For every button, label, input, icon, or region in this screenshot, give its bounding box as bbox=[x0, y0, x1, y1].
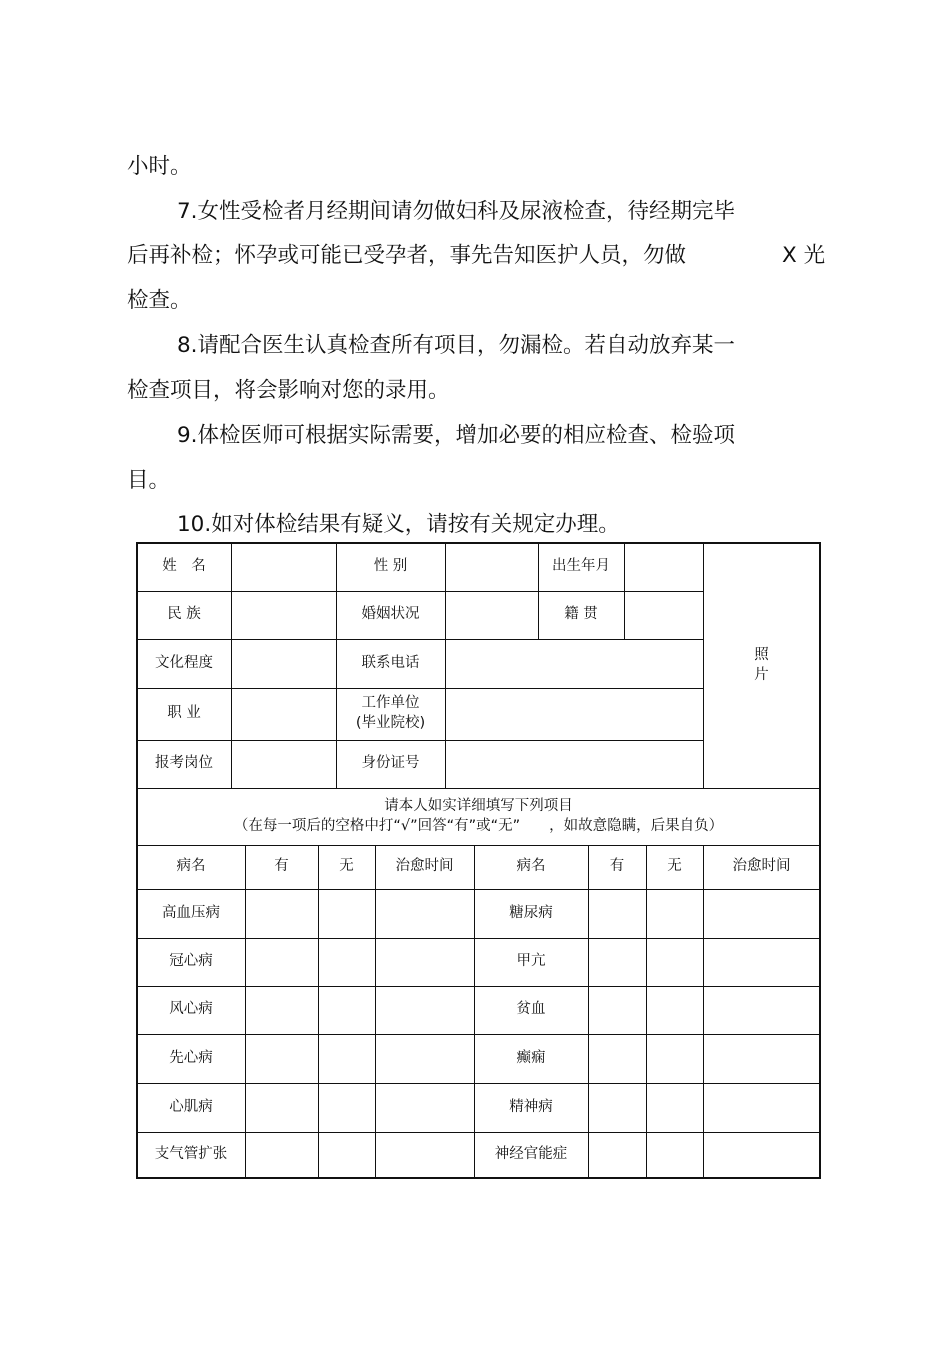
label-workplace-line-2: (毕业院校) bbox=[355, 715, 426, 731]
disease-left-1: 高血压病 bbox=[162, 904, 220, 921]
grid-line bbox=[624, 543, 625, 639]
label-applied-position: 报考岗位 bbox=[155, 755, 213, 772]
label-native-place: 籍 贯 bbox=[564, 606, 598, 623]
disease-right-3: 贫血 bbox=[516, 1001, 546, 1018]
paragraph-line-2: 7.女性受检者月经期间请勿做妇科及尿液检查，待经期完毕 bbox=[177, 199, 736, 224]
grid-line bbox=[231, 543, 232, 788]
label-occupation: 职 业 bbox=[167, 705, 201, 722]
grid-line bbox=[588, 845, 589, 1178]
label-workplace bbox=[336, 688, 445, 740]
paragraph-line-7: 9.体检医师可根据实际需要，增加必要的相应检查、检验项 bbox=[177, 423, 736, 448]
label-ethnicity: 民 族 bbox=[167, 606, 201, 623]
label-id-number: 身份证号 bbox=[361, 755, 420, 772]
disease-left-6: 支气管扩张 bbox=[154, 1146, 228, 1163]
header-disease-name-2: 病名 bbox=[516, 858, 546, 875]
paragraph-line-3-xray: X 光 bbox=[782, 243, 826, 268]
photo-box bbox=[703, 543, 820, 788]
paragraph-line-5: 8.请配合医生认真检查所有项目，勿漏检。若自动放弃某一 bbox=[177, 333, 736, 358]
label-phone: 联系电话 bbox=[361, 654, 420, 671]
paragraph-line-8: 目。 bbox=[127, 468, 171, 493]
header-cure-time-2: 治愈时间 bbox=[732, 858, 791, 875]
label-name: 姓 名 bbox=[162, 558, 206, 575]
photo-label-1: 照 bbox=[754, 646, 769, 663]
photo-label-2: 片 bbox=[754, 666, 769, 683]
disease-left-3: 风心病 bbox=[169, 1001, 213, 1018]
instruction-row bbox=[137, 788, 820, 845]
disease-right-5: 精神病 bbox=[509, 1098, 553, 1115]
paragraph-line-3: 后再补检；怀孕或可能已受孕者，事先告知医护人员，勿做 bbox=[127, 243, 687, 268]
label-gender: 性 别 bbox=[373, 558, 408, 575]
disease-left-4: 先心病 bbox=[169, 1049, 213, 1066]
disease-right-4: 癫痫 bbox=[516, 1049, 546, 1066]
header-cure-time: 治愈时间 bbox=[395, 858, 454, 875]
disease-left-5: 心肌病 bbox=[169, 1098, 213, 1115]
label-birth-date: 出生年月 bbox=[552, 558, 610, 575]
paragraph-line-1: 小时。 bbox=[127, 154, 192, 179]
grid-line bbox=[245, 845, 246, 1178]
header-disease-name: 病名 bbox=[176, 858, 206, 875]
disease-right-2: 甲亢 bbox=[516, 953, 546, 970]
grid-line bbox=[703, 845, 704, 1178]
disease-right-6: 神经官能症 bbox=[494, 1146, 568, 1163]
instruction-line-2: （在每一项后的空格中打“√”回答“有”或“无” ，如故意隐瞒，后果自负） bbox=[233, 817, 724, 834]
header-no-2: 无 bbox=[667, 858, 682, 875]
grid-line bbox=[318, 845, 319, 1178]
grid-line bbox=[646, 845, 647, 1178]
label-workplace-line-1: 工作单位 bbox=[361, 695, 420, 712]
header-yes: 有 bbox=[274, 858, 289, 875]
disease-left-2: 冠心病 bbox=[169, 953, 213, 970]
label-marital-status: 婚姻状况 bbox=[361, 606, 420, 623]
header-yes-2: 有 bbox=[609, 858, 625, 875]
paragraph-line-4: 检查。 bbox=[127, 288, 192, 313]
paragraph-line-6: 检查项目，将会影响对您的录用。 bbox=[127, 378, 450, 403]
instruction-line-1: 请本人如实详细填写下列项目 bbox=[384, 797, 573, 814]
disease-right-1: 糖尿病 bbox=[509, 904, 553, 921]
header-no: 无 bbox=[339, 858, 354, 875]
grid-line bbox=[375, 845, 376, 1178]
paragraph-line-9: 10.如对体检结果有疑义，请按有关规定办理。 bbox=[177, 512, 620, 537]
label-education: 文化程度 bbox=[155, 654, 213, 671]
grid-line bbox=[445, 543, 446, 788]
